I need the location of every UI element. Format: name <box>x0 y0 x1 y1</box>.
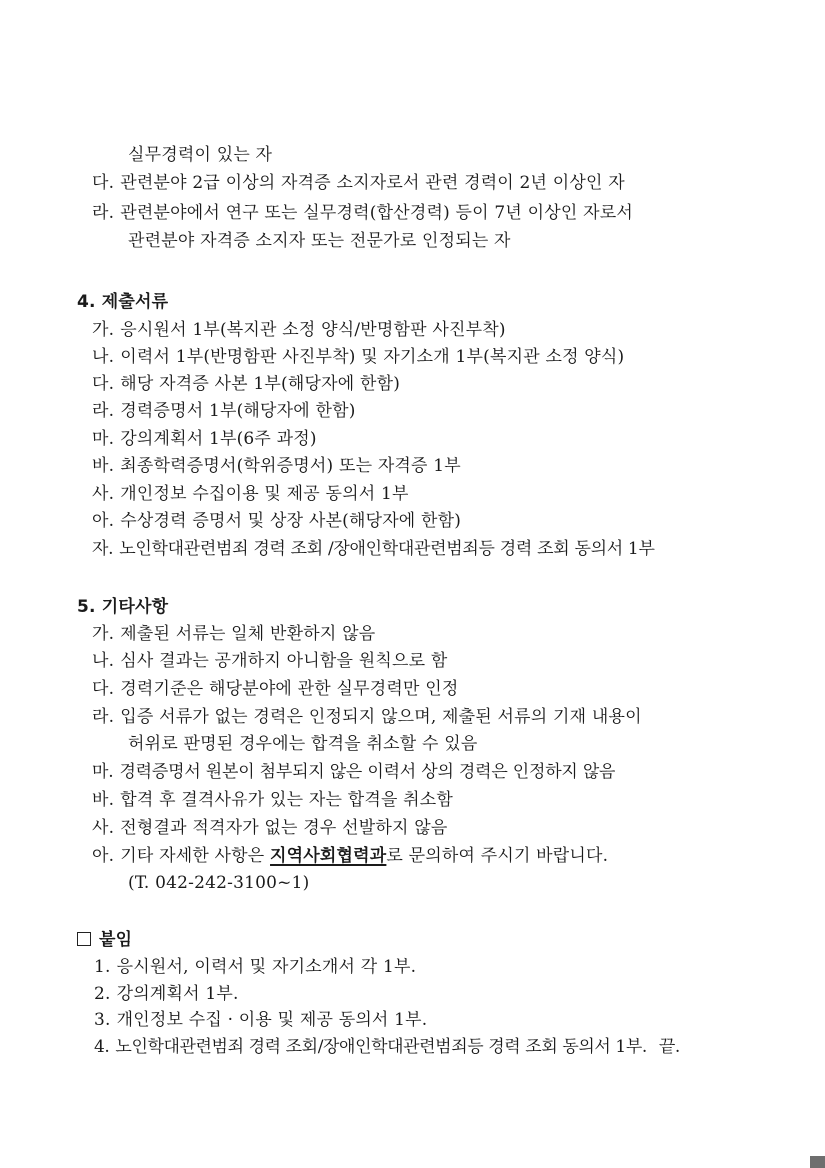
item-text: 개인정보 수집 · 이용 및 제공 동의서 1부. <box>116 1010 428 1030</box>
list-item <box>92 845 608 867</box>
item-text: 전형결과 적격자가 없는 경우 선발하지 않음 <box>120 818 448 838</box>
list-item <box>92 623 375 645</box>
page-corner-marker <box>810 1156 825 1168</box>
item-marker: 바. <box>92 790 115 810</box>
item-text: 해당 자격증 사본 1부(해당자에 한함) <box>120 374 401 394</box>
list-item <box>92 483 409 505</box>
attachment-item <box>94 983 239 1005</box>
item-text: 강의계획서 1부. <box>116 984 239 1004</box>
section-heading: 4. 제출서류 <box>77 292 169 312</box>
attachment-item <box>94 956 416 978</box>
item-marker: 사. <box>92 818 115 838</box>
item-marker: 3. <box>94 1010 111 1030</box>
item-marker: 마. <box>92 762 114 782</box>
item-text: 최종학력증명서(학위증명서) 또는 자격증 1부 <box>120 456 461 476</box>
list-item-continuation <box>128 230 511 252</box>
attachment-item <box>94 1036 680 1058</box>
list-item <box>92 650 447 672</box>
item-text: 개인정보 수집이용 및 제공 동의서 1부 <box>120 484 409 504</box>
list-item <box>92 678 458 700</box>
item-marker: 라. <box>92 203 115 223</box>
item-marker: 사. <box>92 484 115 504</box>
item-marker: 다. <box>92 374 115 394</box>
list-item <box>92 172 625 194</box>
list-item <box>92 455 461 477</box>
item-text: 이력서 1부(반명함판 사진부착) 및 자기소개 1부(복지관 소정 양식) <box>120 347 625 367</box>
item-marker: 2. <box>94 984 111 1004</box>
item-text: 강의계획서 1부(6주 과정) <box>120 429 317 449</box>
list-item <box>92 761 615 783</box>
item-marker: 가. <box>92 624 115 644</box>
item-text: 응시원서, 이력서 및 자기소개서 각 1부. <box>116 957 417 977</box>
list-item-continuation <box>128 733 477 755</box>
item-text: 심사 결과는 공개하지 아니함을 원칙으로 함 <box>120 651 448 671</box>
square-bullet-icon <box>77 932 91 946</box>
item-text: 입증 서류가 없는 경력은 인정되지 않으며, 제출된 서류의 기재 내용이 <box>120 707 642 727</box>
item-text: 수상경력 증명서 및 상장 사본(해당자에 한함) <box>120 511 462 531</box>
item-text: 합격 후 결격사유가 있는 자는 합격을 취소함 <box>120 790 454 810</box>
item-marker: 자. <box>92 539 114 559</box>
item-marker: 다. <box>92 173 115 193</box>
item-marker: 나. <box>92 347 115 367</box>
item-marker: 나. <box>92 651 115 671</box>
list-item <box>92 202 633 224</box>
item-text-after: 로 문의하여 주시기 바랍니다. <box>386 846 609 866</box>
list-item <box>92 373 400 395</box>
item-text: 노인학대관련범죄 경력 조회/장애인학대관련범죄등 경력 조회 동의서 1부. <box>115 1037 647 1057</box>
item-text-before: 기타 자세한 사항은 <box>120 846 271 866</box>
list-item <box>92 510 461 532</box>
item-text: 노인학대관련범죄 경력 조회 /장애인학대관련범죄등 경력 조회 동의서 1부 <box>119 539 655 559</box>
list-item <box>92 538 655 560</box>
item-marker: 라. <box>92 707 115 727</box>
item-marker: 가. <box>92 320 115 340</box>
list-item <box>92 817 447 839</box>
item-text: 경력증명서 1부(해당자에 한함) <box>120 401 356 421</box>
item-text: 관련분야 2급 이상의 자격증 소지자로서 관련 경력이 2년 이상인 자 <box>120 173 625 193</box>
end-mark: 끝. <box>658 1037 680 1057</box>
section-heading: 5. 기타사항 <box>77 597 169 617</box>
department-name-emphasis: 지역사회협력과 <box>270 846 387 866</box>
item-marker: 다. <box>92 679 115 699</box>
item-marker: 아. <box>92 846 115 866</box>
list-item <box>92 400 356 422</box>
item-text: 관련분야 자격증 소지자 또는 전문가로 인정되는 자 <box>128 231 511 251</box>
attachments-title: 붙임 <box>99 930 133 950</box>
item-marker: 1. <box>94 957 111 977</box>
item-text: 경력증명서 원본이 첨부되지 않은 이력서 상의 경력은 인정하지 않음 <box>119 762 616 782</box>
list-item <box>92 706 642 728</box>
list-item <box>92 346 624 368</box>
item-marker: 마. <box>92 429 115 449</box>
list-item <box>92 428 317 450</box>
item-text: (T. 042-242-3100~1) <box>128 873 310 893</box>
section-heading <box>77 929 132 951</box>
item-marker: 아. <box>92 511 115 531</box>
item-text: 실무경력이 있는 자 <box>128 145 273 165</box>
list-item <box>92 789 453 811</box>
item-text: 경력기준은 해당분야에 관한 실무경력만 인정 <box>120 679 459 699</box>
phone-number <box>128 872 309 894</box>
item-text: 허위로 판명된 경우에는 합격을 취소할 수 있음 <box>128 734 478 754</box>
item-marker: 바. <box>92 456 115 476</box>
attachment-item <box>94 1009 427 1031</box>
item-marker: 라. <box>92 401 115 421</box>
item-text: 응시원서 1부(복지관 소정 양식/반명함판 사진부착) <box>120 320 506 340</box>
item-text: 관련분야에서 연구 또는 실무경력(합산경력) 등이 7년 이상인 자로서 <box>120 203 633 223</box>
item-marker: 4. <box>94 1037 110 1057</box>
list-item-continuation <box>128 144 272 166</box>
list-item <box>92 319 506 341</box>
item-text: 제출된 서류는 일체 반환하지 않음 <box>120 624 376 644</box>
